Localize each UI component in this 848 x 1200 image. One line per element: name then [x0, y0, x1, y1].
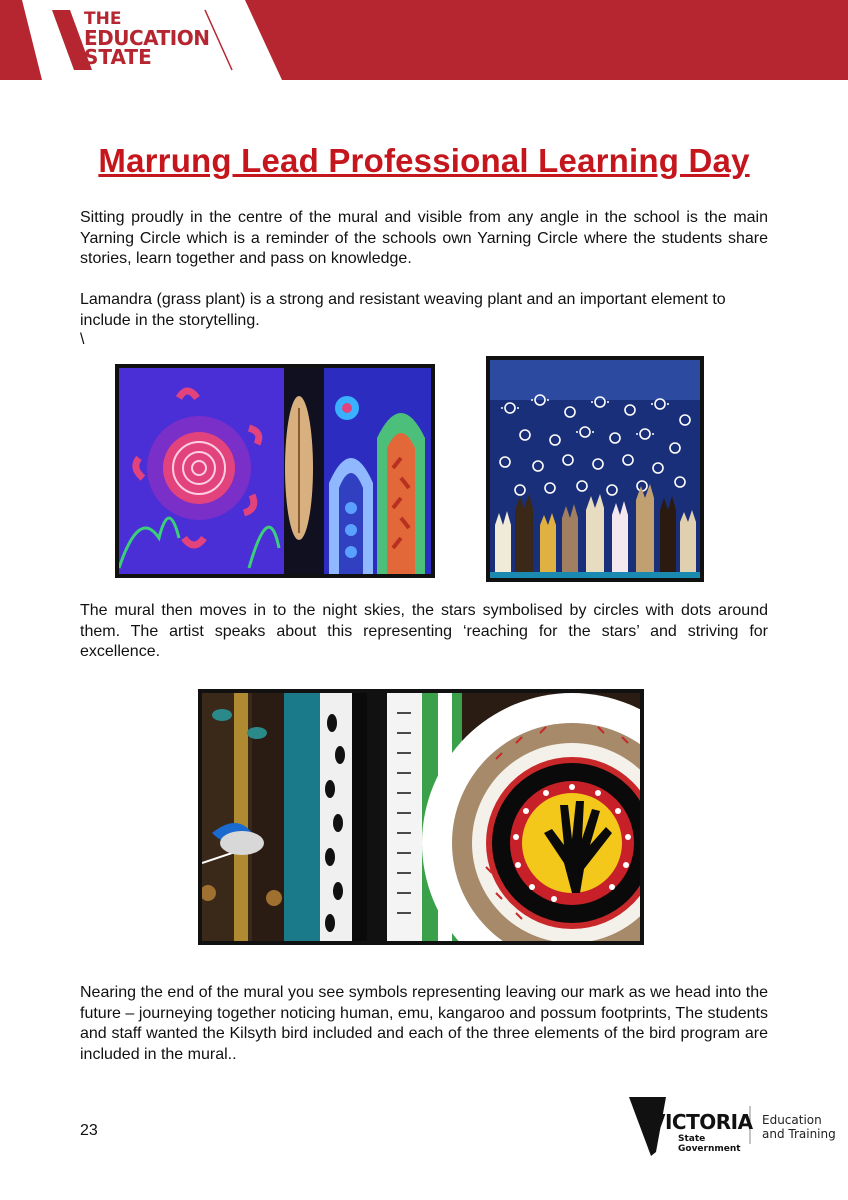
logo-line-state: STATE — [84, 45, 152, 69]
department-line-2: and Training — [762, 1127, 836, 1141]
department-name — [762, 1113, 836, 1141]
department-line-1: Education — [762, 1113, 822, 1127]
paragraph-night-skies: The mural then moves in to the night skies, the stars symbolised by circles with dots around them. The artist speaks about this representing ‘reaching for the stars’ and striving for excellence. — [80, 602, 768, 660]
mural-night-sky-image — [486, 356, 704, 582]
education-state-logo — [84, 10, 209, 67]
page-number: 23 — [80, 1122, 98, 1139]
victoria-logo-government: Government — [678, 1144, 741, 1154]
victoria-logo-subtitle — [678, 1134, 741, 1154]
victoria-logo-word: VICTORIA — [650, 1110, 753, 1134]
logo-line-the: THE — [84, 9, 122, 29]
victoria-logo-state: State — [678, 1134, 706, 1144]
paragraph-journey: Nearing the end of the mural you see symbols representing leaving our mark as we head into the future – journeying together noticing human, emu, kangaroo and possum footprints, The students and staff wanted the Kilsyth bird included and each of the three elements of the bird program are included in the mural.. — [80, 984, 768, 1063]
paragraph-yarning-circle: Sitting proudly in the centre of the mural and visible from any angle in the school is the main Yarning Circle which is a reminder of the schools own Yarning Circle where the students share stories, learn together and pass on knowledge. — [80, 209, 768, 267]
paragraph-lamandra: Lamandra (grass plant) is a strong and resistant weaving plant and an important element to include in the storytelling. — [80, 291, 726, 329]
mural-yarning-circle-image — [115, 364, 435, 578]
logo-line-education: EDUCATION — [84, 26, 210, 50]
page-title: Marrung Lead Professional Learning Day — [98, 142, 750, 179]
mural-journey-image — [198, 689, 644, 945]
paragraph-stray-char: \ — [80, 331, 85, 348]
